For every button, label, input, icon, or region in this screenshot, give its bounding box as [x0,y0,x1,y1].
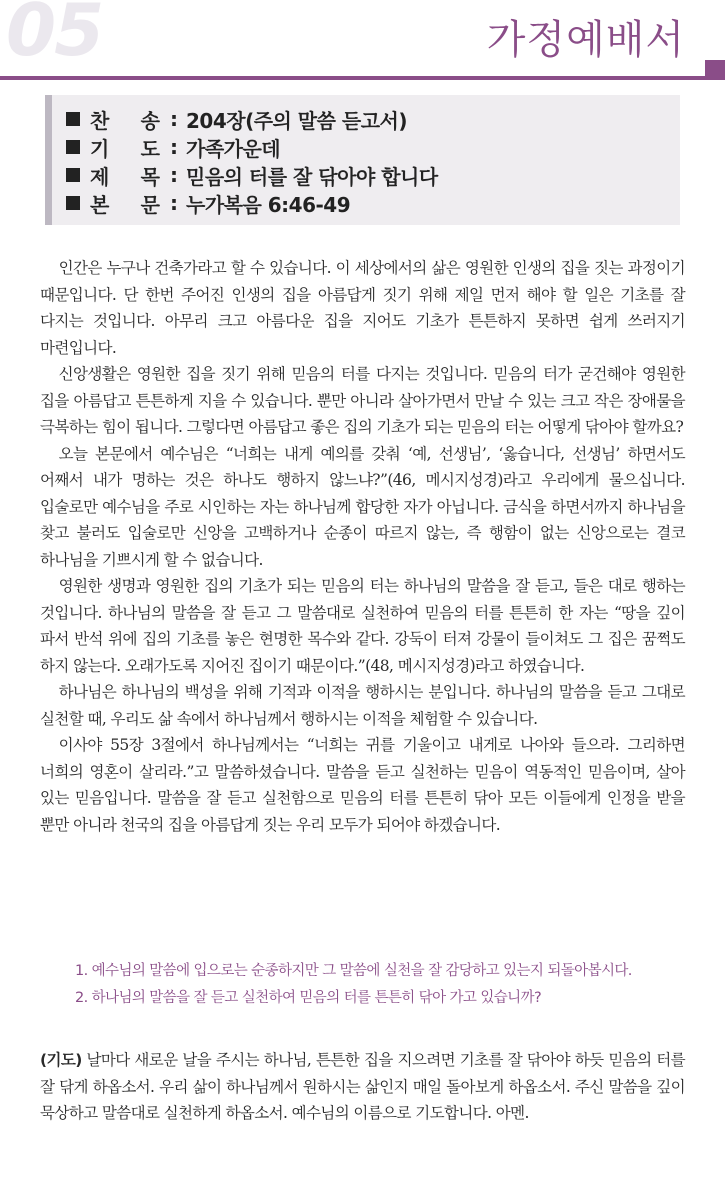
square-bullet-icon [66,196,80,210]
info-row-hymn: 찬 송 : 204장(주의 말씀 듣고서) [66,105,680,133]
info-value: 믿음의 터를 잘 닦아야 합니다 [186,164,438,189]
sermon-body [40,255,685,838]
info-label: 본 문 [90,192,160,217]
question-item: 1. 예수님의 말씀에 입으로는 순종하지만 그 말씀에 실천을 잘 감당하고 있는지 되돌아봅시다. [75,963,632,979]
question-item: 2. 하나님의 말씀을 잘 듣고 실천하여 믿음의 터를 튼튼히 닦아 가고 있습니까? [75,990,542,1006]
info-value: 가족가운데 [186,136,281,161]
body-paragraph: 영원한 생명과 영원한 집의 기초가 되는 믿음의 터는 하나님의 말씀을 잘 듣고, 들은 대로 행하는 것입니다. 하나님의 말씀을 잘 듣고 그 말씀대로 실천하여 믿음의 터를 튼튼히 한 자는 “땅을 깊이 파서 반석 위에 집의 기초를 놓은 현명한 목수와 같다. 강둑이 터져 강물이 들이쳐도 그 집은 꿈쩍도 하지 않는다. 오래가도록 지어진 집이기 때문이다.”(48, 메시지성경)라고 하였습니다. [40,577,685,675]
info-label: 기 도 [90,136,160,161]
section-title: 가정예배서 [486,17,685,63]
info-label: 제 목 [90,164,160,189]
body-paragraph: 하나님은 하나님의 백성을 위해 기적과 이적을 행하시는 분입니다. 하나님의 말씀을 듣고 그대로 실천할 때, 우리도 삶 속에서 하나님께서 행하시는 이적을 체험할 수 있습니다. [40,683,685,728]
header-rule [0,76,725,80]
page-number: 05 [6,0,103,72]
prayer-text: 날마다 새로운 날을 주시는 하나님, 튼튼한 집을 지으려면 기초를 잘 닦아야 하듯 믿음의 터를 잘 닦게 하옵소서. 우리 삶이 하나님께서 원하시는 삶인지 매일 돌아보게 하옵소서. 주신 말씀을 깊이 묵상하고 말씀대로 실천하게 하옵소서. 예수님의 이름으로 기도합니다. 아멘. [40,1051,685,1122]
header-rule-accent [705,60,725,80]
closing-prayer [40,1047,685,1127]
square-bullet-icon [66,112,80,126]
body-paragraph: 이사야 55장 3절에서 하나님께서는 “너희는 귀를 기울이고 내게로 나아와 들으라. 그리하면 너희의 영혼이 살리라.”고 말씀하셨습니다. 말씀을 듣고 실천하는 믿음이 역동적인 믿음이며, 살아 있는 믿음입니다. 말씀을 잘 듣고 실천함으로 믿음의 터를 튼튼히 닦아 모든 이들에게 인정을 받을 뿐만 아니라 천국의 집을 아름답게 짓는 우리 모두가 되어야 하겠습니다. [40,736,685,834]
body-paragraph: 인간은 누구나 건축가라고 할 수 있습니다. 이 세상에서의 삶은 영원한 인생의 집을 짓는 과정이기 때문입니다. 단 한번 주어진 인생의 집을 아름답게 짓기 위해 제일 먼저 해야 할 일은 기초를 잘 다지는 것입니다. 아무리 크고 아름다운 집을 지어도 기초가 튼튼하지 못하면 쉽게 쓰러지기 마련입니다. [40,259,685,357]
info-row-prayer: 기 도 : 가족가운데 [66,133,680,161]
info-row-title: 제 목 : 믿음의 터를 잘 닦아야 합니다 [66,161,680,189]
prayer-label: (기도) [40,1051,82,1069]
discussion-questions [75,958,695,1012]
info-value: 204장(주의 말씀 듣고서) [186,108,408,133]
body-paragraph: 신앙생활은 영원한 집을 짓기 위해 믿음의 터를 다지는 것입니다. 믿음의 터가 굳건해야 영원한 집을 아름답고 튼튼하게 지을 수 있습니다. 뿐만 아니라 살아가면서 만날 수 있는 크고 작은 장애물을 극복하는 힘이 됩니다. 그렇다면 아름답고 좋은 집의 기초가 되는 믿음의 터는 어떻게 닦아야 할까요? [40,365,685,436]
info-row-scripture: 본 문 : 누가복음 6:46-49 [66,189,680,217]
square-bullet-icon [66,168,80,182]
square-bullet-icon [66,140,80,154]
body-paragraph: 오늘 본문에서 예수님은 “너희는 내게 예의를 갖춰 ‘예, 선생님’, ‘옳습니다, 선생님’ 하면서도 어째서 내가 명하는 것은 하나도 행하지 않느냐?”(46, 메시지성경)라고 우리에게 물으십니다. 입술로만 예수님을 주로 시인하는 자는 하나님께 합당한 자가 아닙니다. 금식을 하면서까지 하나님을 찾고 불러도 입술로만 신앙을 고백하거나 순종이 따르지 않는, 즉 행함이 없는 신앙으로는 결코 하나님을 기쁘시게 할 수 없습니다. [40,444,685,569]
info-label: 찬 송 [90,108,160,133]
worship-info-box [45,95,680,225]
info-value: 누가복음 6:46-49 [186,192,351,217]
